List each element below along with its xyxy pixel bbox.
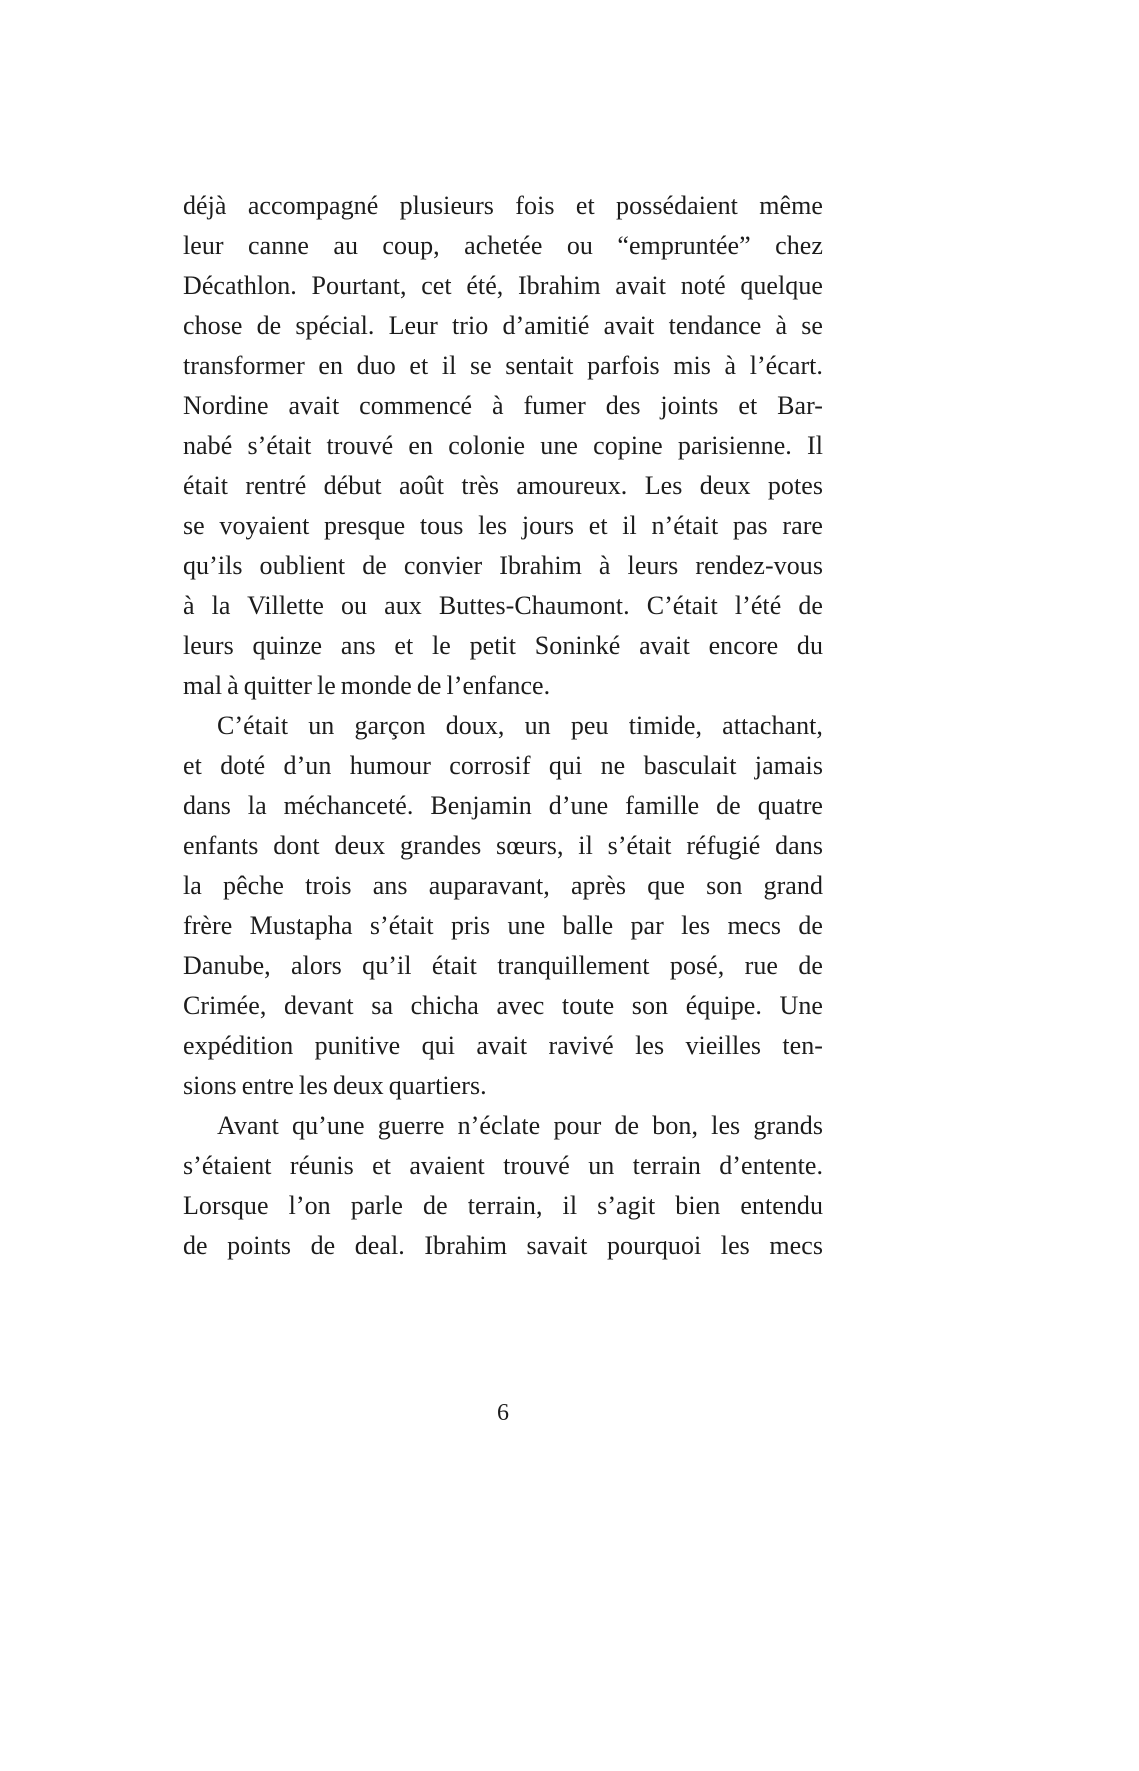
text-line: chose de spécial. Leur trio d’amitié avait tendance à se (183, 311, 823, 340)
text-line: sions entre les deux quartiers. (183, 1071, 487, 1100)
text-line: dans la méchanceté. Benjamin d’une famille de quatre (183, 791, 823, 820)
text-line: qu’ils oublient de convier Ibrahim à leurs rendez-vous (183, 551, 823, 580)
text-line: à la Villette ou aux Buttes-Chaumont. C’était l’été de (183, 591, 823, 620)
text-line: nabé s’était trouvé en colonie une copine parisienne. Il (183, 431, 823, 460)
text-line: était rentré début août très amoureux. Les deux potes (183, 471, 823, 500)
text-line: enfants dont deux grandes sœurs, il s’était réfugié dans (183, 831, 823, 860)
text-line: Lorsque l’on parle de terrain, il s’agit bien entendu (183, 1191, 823, 1220)
text-line: la pêche trois ans auparavant, après que son grand (183, 871, 823, 900)
text-line: se voyaient presque tous les jours et il n’était pas rare (183, 511, 823, 540)
text-line: leurs quinze ans et le petit Soninké avait encore du (183, 631, 823, 660)
text-line: s’étaient réunis et avaient trouvé un terrain d’entente. (183, 1151, 823, 1180)
text-line: C’était un garçon doux, un peu timide, attachant, (217, 711, 823, 740)
page-number: 6 (497, 1400, 509, 1426)
text-line: de points de deal. Ibrahim savait pourquoi les mecs (183, 1231, 823, 1260)
text-block (183, 186, 823, 1266)
text-line: Danube, alors qu’il était tranquillement posé, rue de (183, 951, 823, 980)
text-line: leur canne au coup, achetée ou “empruntée” chez (183, 231, 823, 260)
text-line: mal à quitter le monde de l’enfance. (183, 671, 551, 700)
text-line: frère Mustapha s’était pris une balle par les mecs de (183, 911, 823, 940)
paragraph (183, 706, 823, 1106)
text-line: Crimée, devant sa chicha avec toute son équipe. Une (183, 991, 823, 1020)
text-line: Nordine avait commencé à fumer des joints et Bar- (183, 391, 823, 420)
paragraph (183, 1106, 823, 1266)
text-line: transformer en duo et il se sentait parfois mis à l’écart. (183, 351, 823, 380)
paragraph (183, 186, 823, 706)
text-line: Décathlon. Pourtant, cet été, Ibrahim avait noté quelque (183, 271, 823, 300)
text-line: déjà accompagné plusieurs fois et possédaient même (183, 191, 823, 220)
text-line: Avant qu’une guerre n’éclate pour de bon, les grands (217, 1111, 823, 1140)
text-line: et doté d’un humour corrosif qui ne basculait jamais (183, 751, 823, 780)
text-line: expédition punitive qui avait ravivé les vieilles ten- (183, 1031, 823, 1060)
